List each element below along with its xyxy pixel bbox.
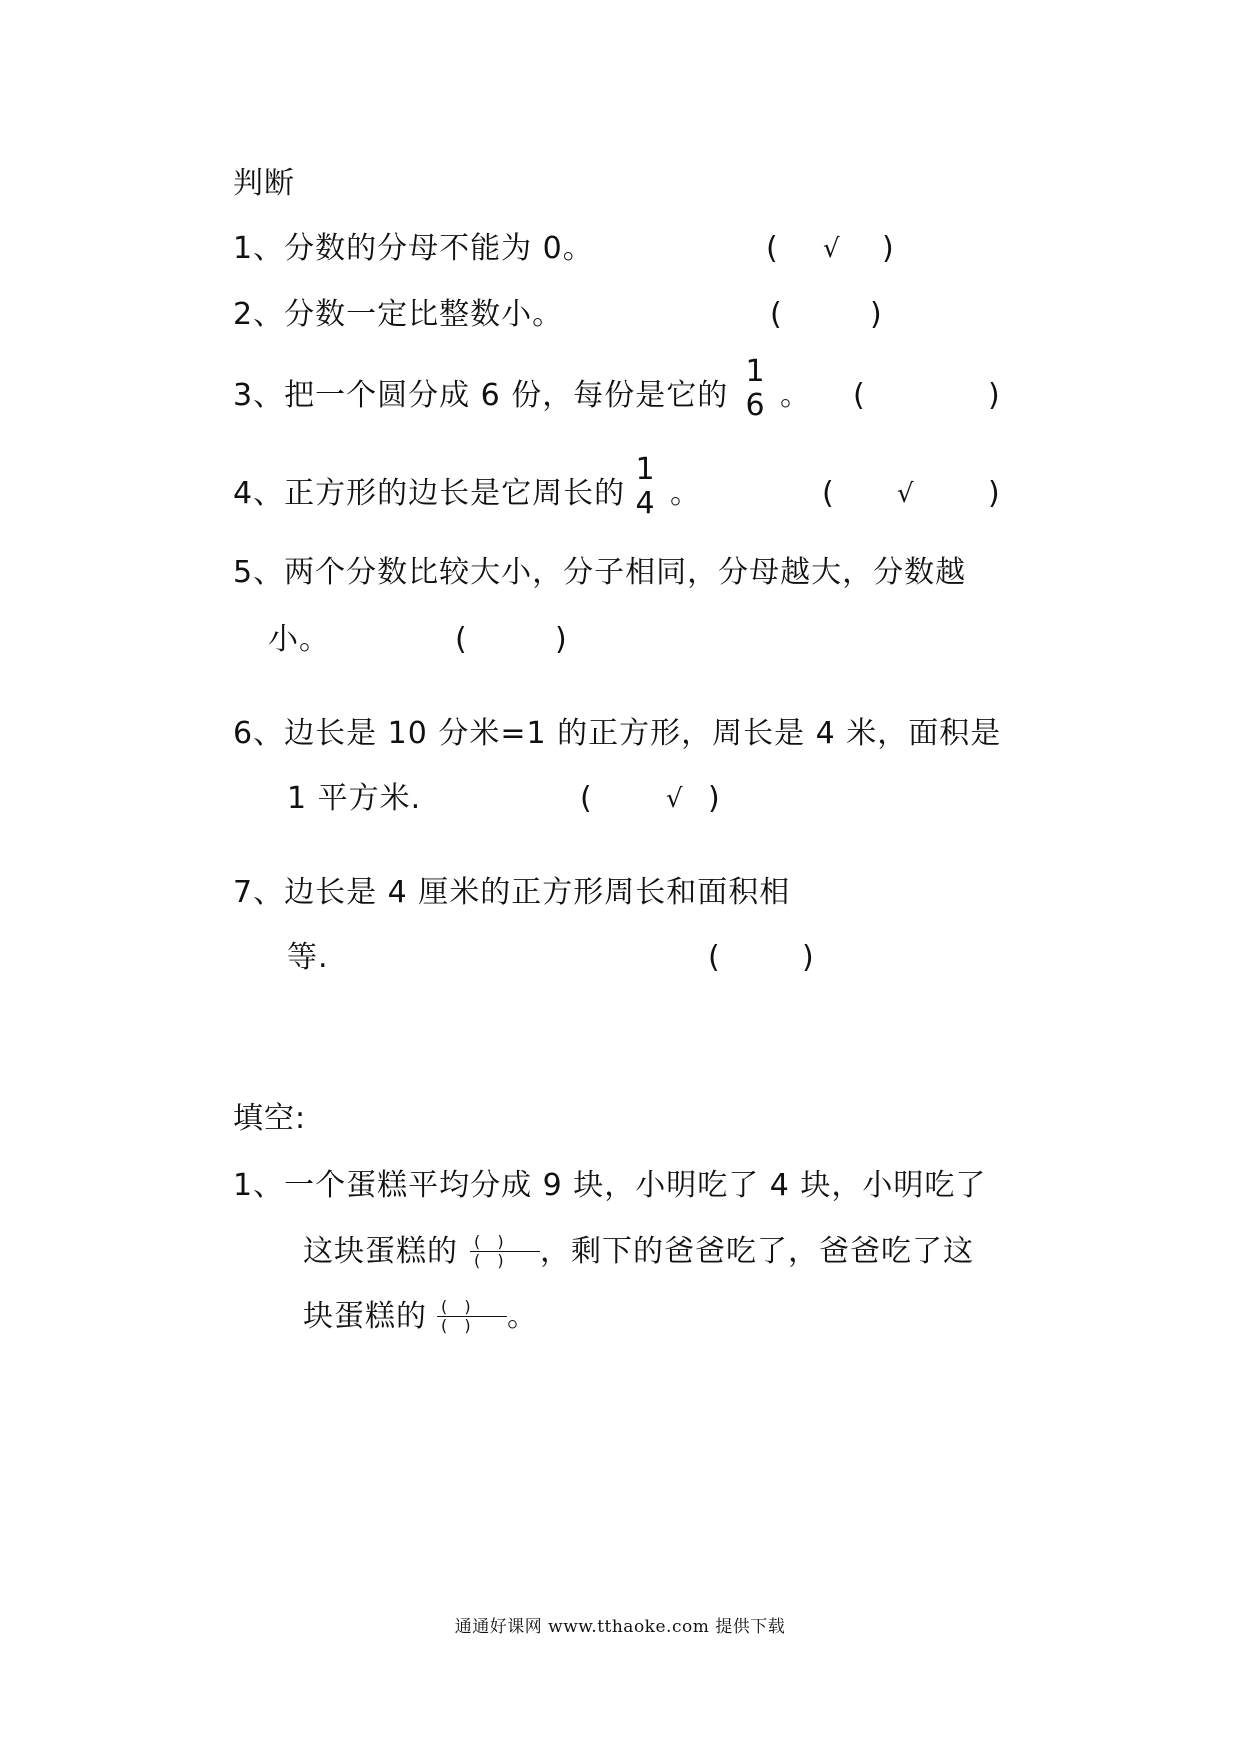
judge-item-5-close-paren: ) <box>555 622 567 657</box>
judge-item-6-close-paren: ) <box>708 781 720 816</box>
judge-item-7-line-2: 等. <box>287 940 329 975</box>
judge-item-5-open-paren: ( <box>455 622 467 657</box>
judge-item-5-line-1: 5、两个分数比较大小，分子相同，分母越大，分数越 <box>233 555 967 590</box>
fill-item-1-line-2-start: 这块蛋糕的 <box>303 1234 458 1269</box>
blank-numerator: ( ) <box>441 1297 477 1316</box>
fill-blank-fraction-2[interactable] <box>437 1298 507 1335</box>
judge-item-6-open-paren: ( <box>580 781 592 816</box>
judge-item-2-open-paren: ( <box>770 297 782 332</box>
judge-item-3-fraction <box>743 355 767 423</box>
blank-denominator: ( ) <box>441 1316 477 1335</box>
fill-item-1-line-2-end: ，剩下的爸爸吃了，爸爸吃了这 <box>540 1234 974 1269</box>
fill-item-1-line-1: 1、一个蛋糕平均分成 9 块，小明吃了 4 块，小明吃了 <box>233 1168 987 1203</box>
judge-item-3-text: 3、把一个圆分成 6 份，每份是它的 <box>233 378 729 413</box>
fill-item-1-line-3-end: 。 <box>507 1299 538 1334</box>
section-heading-judge: 判断 <box>233 166 295 201</box>
judge-item-2-text: 2、分数一定比整数小。 <box>233 297 564 332</box>
judge-item-3-period: 。 <box>780 378 811 413</box>
judge-item-6-line-2: 1 平方米. <box>287 781 422 816</box>
judge-item-1-open-paren: ( <box>766 231 778 266</box>
fill-blank-fraction-1[interactable] <box>470 1233 540 1270</box>
judge-item-7-line-1: 7、边长是 4 厘米的正方形周长和面积相 <box>233 875 791 910</box>
judge-item-2-close-paren: ) <box>870 297 882 332</box>
judge-item-4-open-paren: ( <box>822 476 834 511</box>
judge-item-4-close-paren: ) <box>988 476 1000 511</box>
fraction-numerator: 1 <box>745 354 765 389</box>
judge-item-3-close-paren: ) <box>988 378 1000 413</box>
judge-item-6-answer-mark: √ <box>666 784 683 814</box>
judge-item-4-answer-mark: √ <box>897 479 914 509</box>
footer-source-note: 通通好课网 www.tthaoke.com 提供下载 <box>454 1617 786 1637</box>
judge-item-1-text: 1、分数的分母不能为 0。 <box>233 231 594 266</box>
judge-item-1-answer-mark: √ <box>823 234 840 264</box>
judge-item-3-open-paren: ( <box>853 378 865 413</box>
judge-item-6-line-1: 6、边长是 10 分米=1 的正方形，周长是 4 米，面积是 <box>233 716 1002 751</box>
judge-item-4-text: 4、正方形的边长是它周长的 <box>233 476 626 511</box>
section-heading-fill: 填空: <box>233 1101 307 1136</box>
blank-numerator: ( ) <box>474 1232 510 1251</box>
judge-item-4-period: 。 <box>670 476 701 511</box>
judge-item-7-close-paren: ) <box>802 940 814 975</box>
judge-item-4-fraction <box>633 453 657 521</box>
judge-item-1-close-paren: ) <box>882 231 894 266</box>
fraction-denominator: 6 <box>745 388 765 423</box>
fraction-denominator: 4 <box>635 486 655 521</box>
judge-item-5-line-2: 小。 <box>268 622 330 657</box>
fraction-numerator: 1 <box>635 452 655 487</box>
blank-denominator: ( ) <box>474 1251 510 1270</box>
fill-item-1-line-3-start: 块蛋糕的 <box>303 1299 427 1334</box>
judge-item-7-open-paren: ( <box>708 940 720 975</box>
